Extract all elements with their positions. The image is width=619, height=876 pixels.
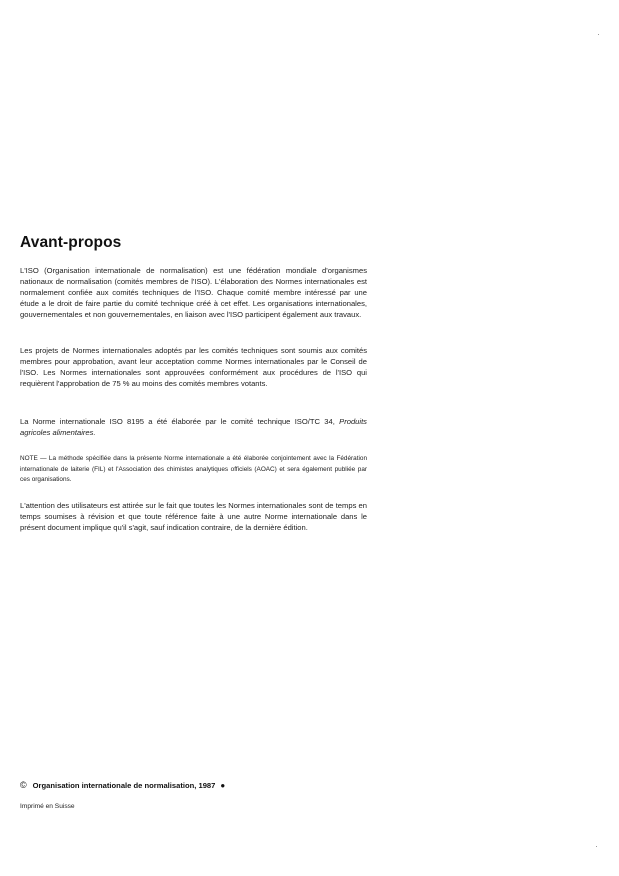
- bullet-icon: ●: [220, 781, 226, 790]
- scan-speck: [596, 846, 597, 847]
- note-paragraph: NOTE — La méthode spécifiée dans la présente Norme internationale a été élaborée conjointement avec la Fédération internationale de laiterie (FIL) et l'Association des chimistes analytiques officiels (AOAC) et sera également publiée par ces organisations.: [20, 455, 367, 484]
- paragraph-elaboration: [20, 416, 367, 438]
- copyright-text: Organisation internationale de normalisation, 1987: [32, 781, 216, 790]
- copyright-symbol: ©: [20, 780, 27, 790]
- printed-in: Imprimé en Suisse: [20, 803, 75, 810]
- paragraph-approval: Les projets de Normes internationales adoptés par les comités techniques sont soumis aux comités membres pour approbation, avant leur acceptation comme Normes internationales par le Conseil de l'ISO. Les Normes internationales sont approuvées conformément aux procédures de l'ISO qui requièrent l'approbation de 75 % au moins des comités membres votants.: [20, 346, 367, 389]
- copyright-line: [20, 780, 225, 790]
- scan-speck: [598, 34, 599, 35]
- committee-title: Produits agricoles alimentaires.: [20, 417, 367, 438]
- paragraph-iso-intro: L'ISO (Organisation internationale de normalisation) est une fédération mondiale d'organismes nationaux de normalisation (comités membres de l'ISO). L'élaboration des Normes internationales est normalement confiée aux comités techniques de l'ISO. Chaque comité membre intéressé par une étude a le droit de faire partie du comité technique créé à cet effet. Les organisations internationales, gouvernementales et non gouvernementales, en liaison avec l'ISO participent également aux travaux.: [20, 266, 367, 320]
- elaboration-text: La Norme internationale ISO 8195 a été élaborée par le comité technique ISO/TC 34,: [20, 417, 335, 426]
- page-title: Avant-propos: [20, 234, 122, 251]
- paragraph-revision: L'attention des utilisateurs est attirée sur le fait que toutes les Normes internationales sont de temps en temps soumises à révision et que toute référence faite à une autre Norme internationale dans le présent document implique qu'il s'agit, sauf indication contraire, de la dernière édition.: [20, 501, 367, 533]
